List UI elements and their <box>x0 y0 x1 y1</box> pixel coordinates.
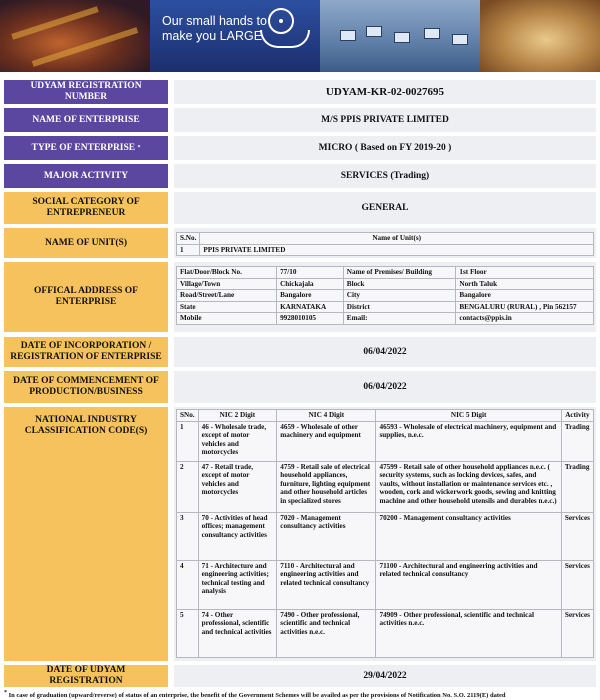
nic-4digit: 4659 - Wholesale of other machinery and equipment <box>277 421 376 461</box>
address-field-value: 1st Floor <box>456 267 594 279</box>
table-row <box>177 244 594 256</box>
udyam-number-row <box>4 80 596 104</box>
email-link[interactable]: contacts@ppis.in <box>456 313 594 325</box>
table-row <box>177 421 594 461</box>
nic-4digit: 7490 - Other professional, scientific and technical activities n.e.c. <box>277 609 376 657</box>
nic-2digit: 71 - Architecture and engineering activities; technical testing and analysis <box>198 560 277 609</box>
incorporation-label: DATE OF INCORPORATION / REGISTRATION OF ENTERPRISE <box>4 337 168 367</box>
nic-5digit: 46593 - Wholesale of electrical machinery, equipment and supplies, n.e.c. <box>376 421 561 461</box>
social-category-row <box>4 192 596 224</box>
incorporation-value: 06/04/2022 <box>174 337 596 367</box>
table-row <box>177 278 594 290</box>
commencement-label: DATE OF COMMENCEMENT OF PRODUCTION/BUSINESS <box>4 371 168 403</box>
social-category-value: GENERAL <box>174 192 596 224</box>
enterprise-type-label: TYPE OF ENTERPRISE * <box>4 136 168 160</box>
units-row <box>4 228 596 258</box>
nic-header-activity: Activity <box>561 410 593 422</box>
address-field-value: Bangalore <box>277 290 344 302</box>
address-field-label: Road/Street/Lane <box>177 290 277 302</box>
table-row <box>177 267 594 279</box>
address-panel <box>174 262 596 332</box>
social-category-label: SOCIAL CATEGORY OF ENTREPRENEUR <box>4 192 168 224</box>
footnote-marker: * <box>4 690 7 696</box>
footnote-text: In case of graduation (upward/reverse) of status of an enterprise, the benefit of the Government Schemes will be availed as per the provisions of Notification No. S.O. 2119(E) dated <box>8 692 506 700</box>
address-field-value: BENGALURU (RURAL) , Pin 562157 <box>456 301 594 313</box>
address-field-label: Block <box>343 278 456 290</box>
address-label: OFFICAL ADDRESS OF ENTERPRISE <box>4 262 168 332</box>
udyam-number-label: UDYAM REGISTRATION NUMBER <box>4 80 168 104</box>
nic-panel <box>174 407 596 661</box>
units-panel <box>174 228 596 258</box>
nic-activity: Services <box>561 512 593 560</box>
address-field-value: KARNATAKA <box>277 301 344 313</box>
nic-2digit: 47 - Retail trade, except of motor vehicles and motorcycles <box>198 461 277 512</box>
nic-5digit: 70200 - Management consultancy activities <box>376 512 561 560</box>
address-field-label: Flat/Door/Block No. <box>177 267 277 279</box>
nic-sno: 2 <box>177 461 199 512</box>
enterprise-type-row <box>4 136 596 160</box>
nic-sno: 4 <box>177 560 199 609</box>
address-field-label: Name of Premises/ Building <box>343 267 456 279</box>
nic-header-sno: SNo. <box>177 410 199 422</box>
nic-header-2digit: NIC 2 Digit <box>198 410 277 422</box>
nic-table <box>176 409 594 658</box>
table-row <box>177 560 594 609</box>
udyam-number-value: UDYAM-KR-02-0027695 <box>174 80 596 104</box>
address-field-value: Chickajala <box>277 278 344 290</box>
enterprise-name-row <box>4 108 596 132</box>
banner-photo-worker <box>480 0 600 72</box>
nic-5digit: 71100 - Architectural and engineering activities and related technical consultancy <box>376 560 561 609</box>
banner-photo-artisan <box>0 0 150 72</box>
address-field-label: Mobile <box>177 313 277 325</box>
commencement-row <box>4 371 596 403</box>
unit-sno: 1 <box>177 244 200 256</box>
nic-2digit: 70 - Activities of head offices; management consultancy activities <box>198 512 277 560</box>
nic-sno: 1 <box>177 421 199 461</box>
footnote <box>4 690 596 699</box>
nic-activity: Services <box>561 609 593 657</box>
major-activity-label: MAJOR ACTIVITY <box>4 164 168 188</box>
udyam-date-row <box>4 665 596 687</box>
table-header-row <box>177 410 594 422</box>
table-row <box>177 512 594 560</box>
nic-2digit: 46 - Wholesale trade, except of motor vehicles and motorcycles <box>198 421 277 461</box>
nic-4digit: 7110 - Architectural and engineering activities and related technical consultancy <box>277 560 376 609</box>
nic-label: NATIONAL INDUSTRY CLASSIFICATION CODE(S) <box>4 407 168 661</box>
address-field-value: North Taluk <box>456 278 594 290</box>
table-header-row <box>177 233 594 245</box>
nic-activity: Trading <box>561 421 593 461</box>
units-table <box>176 232 594 256</box>
address-field-label: State <box>177 301 277 313</box>
table-row <box>177 301 594 313</box>
nic-header-4digit: NIC 4 Digit <box>277 410 376 422</box>
nic-sno: 3 <box>177 512 199 560</box>
nic-5digit: 47599 - Retail sale of other household appliances n.e.c. ( security systems, such as locking devices, safes, and vaults, without installation or maintenance services etc. , wooden, cork and wickerwork goods, sewing and knitting machine and other household utensils and durables n.e.c.) <box>376 461 561 512</box>
nic-5digit: 74909 - Other professional, scientific and technical activities n.e.c. <box>376 609 561 657</box>
banner-tagline: Our small hands to make you LARGE <box>162 14 267 43</box>
address-field-value: Bangalore <box>456 290 594 302</box>
address-field-label: District <box>343 301 456 313</box>
units-header-name: Name of Unit(s) <box>200 233 594 245</box>
nic-4digit: 7020 - Management consultancy activities <box>277 512 376 560</box>
address-row <box>4 262 596 332</box>
nic-header-5digit: NIC 5 Digit <box>376 410 561 422</box>
address-field-label: Village/Town <box>177 278 277 290</box>
address-field-value: 9928010105 <box>277 313 344 325</box>
commencement-value: 06/04/2022 <box>174 371 596 403</box>
units-label: NAME OF UNIT(S) <box>4 228 168 258</box>
unit-name: PPIS PRIVATE LIMITED <box>200 244 594 256</box>
header-banner <box>0 0 600 72</box>
enterprise-name-label: NAME OF ENTERPRISE <box>4 108 168 132</box>
major-activity-value: SERVICES (Trading) <box>174 164 596 188</box>
major-activity-row <box>4 164 596 188</box>
table-row <box>177 290 594 302</box>
enterprise-name-value: M/S PPIS PRIVATE LIMITED <box>174 108 596 132</box>
nic-4digit: 4759 - Retail sale of electrical household appliances, furniture, lighting equipment and other household articles in specialized stores <box>277 461 376 512</box>
nic-activity: Trading <box>561 461 593 512</box>
nic-sno: 5 <box>177 609 199 657</box>
table-row <box>177 609 594 657</box>
asterisk-marker: * <box>137 144 141 151</box>
udyam-date-label: DATE OF UDYAM REGISTRATION <box>4 665 168 687</box>
address-field-value: 77/10 <box>277 267 344 279</box>
table-row <box>177 461 594 512</box>
incorporation-row <box>4 337 596 367</box>
units-header-sno: S.No. <box>177 233 200 245</box>
banner-photo-office <box>320 0 480 72</box>
enterprise-type-value: MICRO ( Based on FY 2019-20 ) <box>174 136 596 160</box>
address-field-label: Email: <box>343 313 456 325</box>
udyam-date-value: 29/04/2022 <box>174 665 596 687</box>
nic-activity: Services <box>561 560 593 609</box>
nic-row <box>4 407 596 661</box>
table-row <box>177 313 594 325</box>
address-table <box>176 266 594 325</box>
nic-2digit: 74 - Other professional, scientific and technical activities <box>198 609 277 657</box>
address-field-label: City <box>343 290 456 302</box>
